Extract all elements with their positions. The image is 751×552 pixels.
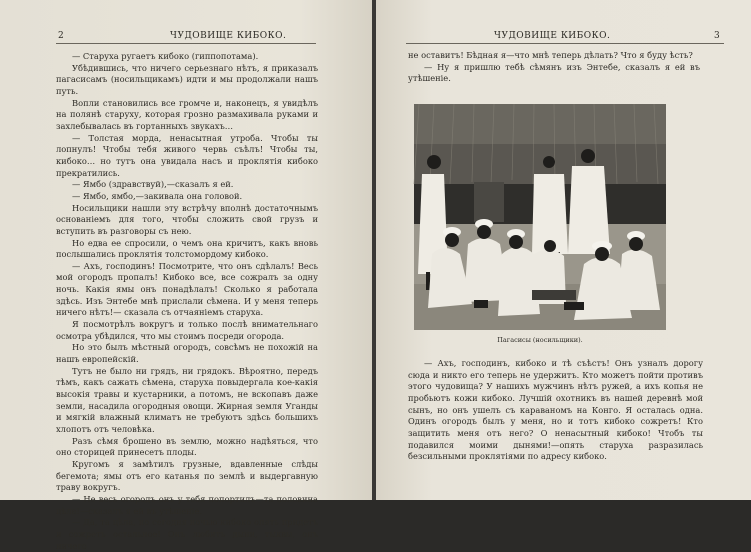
paragraph: Но едва ее спросили, о чемъ она кричитъ, какъ вновь послышались проклятія толстомордому кибоко.: [56, 237, 318, 260]
paragraph: — Ахъ, господинъ! Посмотрите, что онъ сдѣлалъ! Весь мой огородъ пропалъ! Кибоко все, все сожралъ за одну ночь. Какія ямы онъ понадѣлалъ! Сколько я работала здѣсь. Изъ Энтебе мнѣ прислали сѣмена. И у меня теперь ничего нѣтъ!— сказала съ отчаяніемъ старуха.: [56, 260, 318, 318]
running-title-left: ЧУДОВИЩЕ КИБОКО.: [170, 31, 287, 41]
paragraph: — Ямбо, ямбо,—закивала она головой.: [72, 190, 243, 201]
photo-illustration: [414, 104, 666, 330]
running-title-right: ЧУДОВИЩЕ КИБОКО.: [494, 31, 611, 41]
paragraph: — Ахъ, господинъ, кибоко и тѣ съѣстъ! Онъ узналъ дорогу сюда и никто его теперь не удержитъ. Кто можетъ пойти противъ этого чудовища? У нашихъ мужчинъ нѣтъ ружей, а ихъ копья не пробьютъ кожи кибоко. Лучшій охотникъ въ нашей деревнѣ мой сынъ, но онъ ушелъ съ караваномъ на Конго. Я осталась одна. Одинъ огородъ былъ у меня, но и тотъ кибоко сожретъ! Кто защитить меня отъ него? О ненасытный кибоко! Чтобъ ты подавился моими дынями!—опять старуха разразилась безсильными проклятіями по адресу кибоко.: [408, 358, 703, 462]
page-number-right: 3: [714, 31, 721, 41]
paragraph: Но это былъ мѣстный огородъ, совсѣмъ не похожій на нашъ европейскій.: [56, 342, 318, 365]
header-rule-left: [56, 43, 316, 44]
paragraph: — Старуха ругаетъ кибоко (гиппопотама).: [72, 51, 259, 61]
paragraph: Тутъ не было ни грядъ, ни грядокъ. Вѣроятно, передъ тѣмъ, какъ сажать сѣмена, старуха повыдергала кое-какія высокія травы и кустарники, а потомъ, не вскопавъ даже земли, насадила огородныя овощи. Жирная земля Уганды и мягкій влажный климатъ не требуютъ здѣсь большихъ хлопотъ отъ человѣка.: [56, 365, 318, 434]
paragraph: Кругомъ я замѣтилъ грузные, вдавленные слѣды бегемота; ямы отъ его катанья по землѣ и выдергавную траву вокругъ.: [56, 458, 318, 493]
paragraph: Убѣдившись, что ничего серьезнаго нѣтъ, я приказалъ пагасисамъ (носильщикамъ) идти и мы продолжали нашъ путь.: [56, 62, 318, 96]
right-page-text-top: [408, 50, 700, 85]
paragraph: — Толстая морда, ненасытная утроба. Чтобы ты лопнулъ! Чтобы тебя живого червь съѣлъ! Чтобы ты, кибоко… но тутъ она увидала насъ и проклятія кибоко прекратились.: [56, 132, 318, 178]
paragraph: — Не весь огородъ онъ у тебя попортилъ—та половина цѣла!—сказалъ я ей въ утѣшеніе.: [56, 493, 318, 516]
paragraph: — Да, та цѣла, но сегодня ночью кибоко опять придетъ и сожретъ остальное! Онъ любитъ дыни, тыквы, онъ ничего: [56, 517, 318, 551]
game-board: [532, 290, 576, 300]
right-page: [376, 0, 751, 500]
paragraph: не оставитъ! Бѣдная я—что мнѣ теперь дѣлать? Что я буду ѣсть?: [408, 50, 693, 60]
page-number-left: 2: [58, 31, 65, 41]
header-rule-right: [406, 43, 724, 44]
paragraph: — Ну я пришлю тебѣ сѣмянъ изъ Энтебе, сказалъ я ей въ утѣшеніе.: [408, 61, 700, 84]
paragraph: — Ямбо (здравствуй),—сказалъ я ей.: [72, 179, 234, 190]
left-page: [0, 0, 374, 551]
paragraph: Носильщики нашли эту встрѣчу вполнѣ достаточнымъ основаніемъ для того, чтобы сложить свой грузъ и вступить въ разговоры съ нею.: [56, 202, 318, 236]
paragraph: Я посмотрѣлъ вокругъ и только послѣ внимательнаго осмотра убѣдился, что мы стоимъ посреди огорода.: [56, 319, 318, 341]
paragraph: Вопли становились все громче и, наконецъ, я увидѣлъ на полянѣ старуху, которая грозно размахивала руками и захлебывалась въ гортанныхъ звукахъ…: [56, 97, 318, 131]
right-page-text-bottom: [408, 358, 703, 463]
porters-photograph: [414, 104, 666, 330]
photo-caption: Пагасисы (носильщики).: [497, 336, 583, 344]
paragraph: Разъ сѣмя брошено въ землю, можно надѣяться, что оно сторицей принесетъ плоды.: [56, 435, 318, 458]
left-page-text: [56, 51, 318, 552]
